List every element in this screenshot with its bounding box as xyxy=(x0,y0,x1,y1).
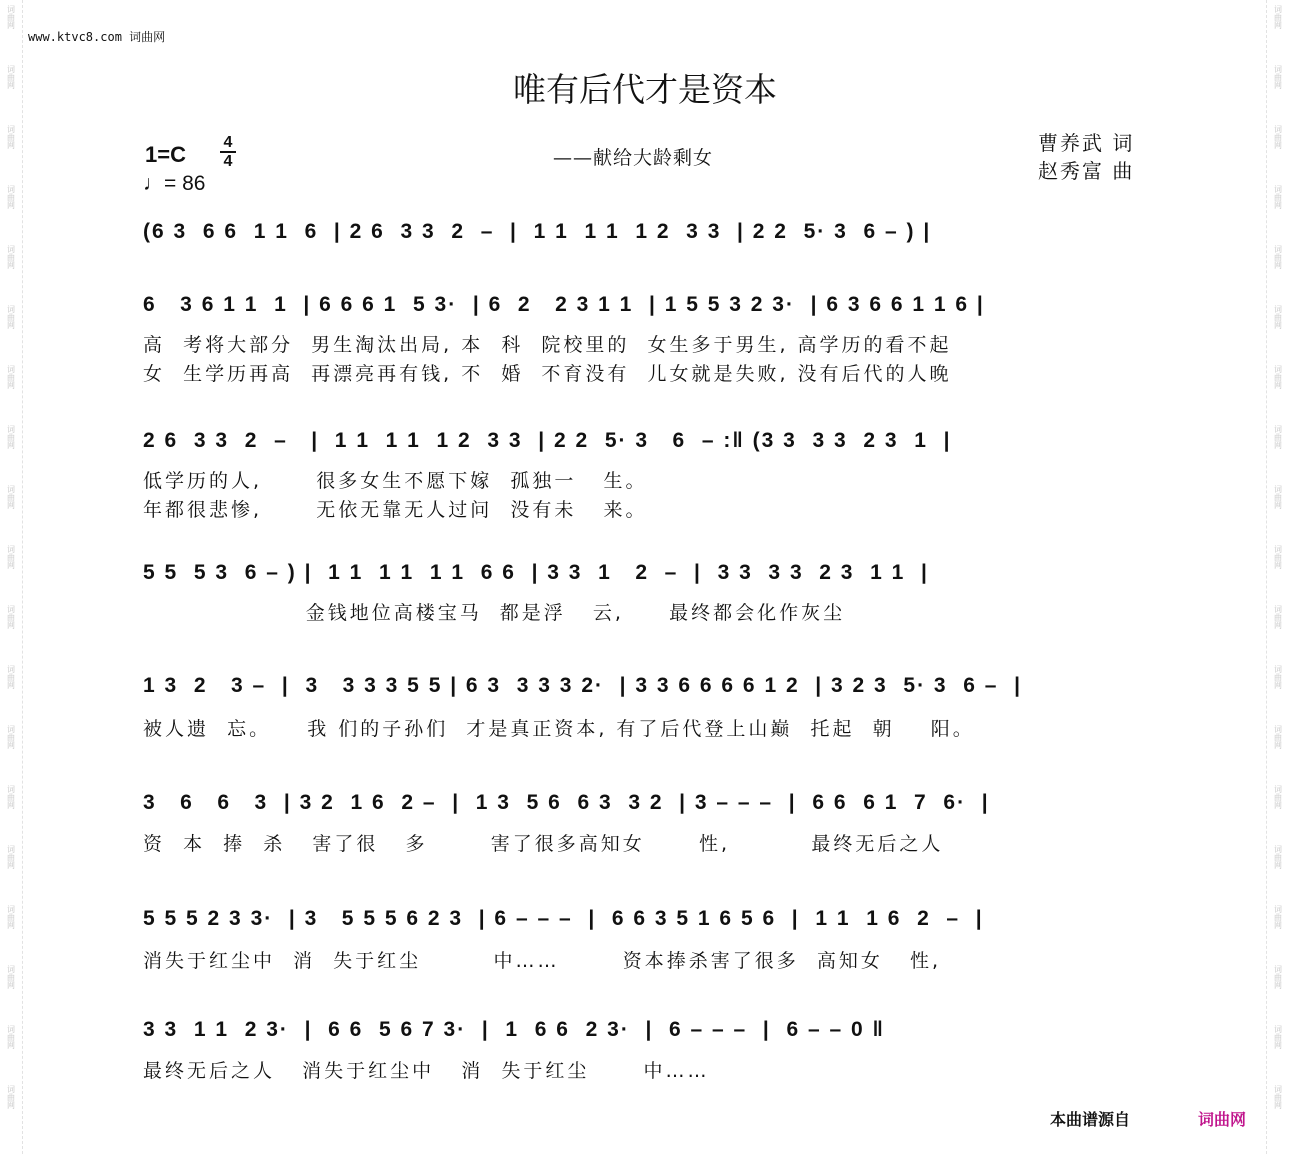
watermark: 词 曲 网 xyxy=(1274,1025,1282,1050)
notation-row-5: 1 3 2 3 – | 3 3 3 3 5 5 | 6 3 3 3 3 2· | 3 3 6 6 6 6 1 2 | 3 2 3 5· 3 6 – | xyxy=(143,674,1022,697)
watermark: 词 曲 网 xyxy=(7,425,15,450)
watermark: 词 曲 网 xyxy=(1274,845,1282,870)
watermark: 词 曲 网 xyxy=(7,965,15,990)
left-margin-strip xyxy=(0,0,23,1154)
watermark: 词 曲 网 xyxy=(7,605,15,630)
notation-row-3: 2 6 3 3 2 – | 1 1 1 1 1 2 3 3 | 2 2 5· 3 6 – :‖ (3 3 3 3 2 3 1 | xyxy=(143,429,952,452)
time-signature xyxy=(219,134,237,170)
song-title: 唯有后代才是资本 xyxy=(513,70,777,109)
lyric-row-2-verse-1: 高 考将大部分 男生淘汰出局, 本 科 院校里的 女生多于男生, 高学历的看不起 xyxy=(143,334,952,356)
watermark: 词 曲 网 xyxy=(1274,65,1282,90)
watermark: 词 曲 网 xyxy=(7,545,15,570)
watermark: 词 曲 网 xyxy=(1274,965,1282,990)
key-signature: 1=C xyxy=(145,142,186,167)
lyric-row-7: 消失于红尘中 消 失于红尘 中…… 资本捧杀害了很多 高知女 性, xyxy=(143,950,941,972)
watermark: 词 曲 网 xyxy=(7,365,15,390)
watermark: 词 曲 网 xyxy=(1274,1085,1282,1110)
watermark: 词 曲 网 xyxy=(7,1025,15,1050)
song-subtitle: ——献给大龄剩女 xyxy=(553,147,714,169)
watermark: 词 曲 网 xyxy=(1274,125,1282,150)
notation-row-1: (6 3 6 6 1 1 6 | 2 6 3 3 2 – | 1 1 1 1 1 2 3 3 | 2 2 5· 3 6 – ) | xyxy=(143,220,932,243)
watermark: 词 曲 网 xyxy=(7,185,15,210)
source-site-link[interactable]: 词曲网 xyxy=(1198,1110,1247,1129)
watermark: 词 曲 网 xyxy=(1274,5,1282,30)
notation-row-8: 3 3 1 1 2 3· | 6 6 5 6 7 3· | 1 6 6 2 3· | 6 – – – | 6 – – 0 ‖ xyxy=(143,1018,885,1041)
right-margin-strip xyxy=(1266,0,1289,1154)
lyric-row-3-verse-2: 年都很悲惨, 无依无靠无人过问 没有未 来。 xyxy=(143,499,648,521)
watermark: 词 曲 网 xyxy=(1274,365,1282,390)
watermark: 词 曲 网 xyxy=(7,845,15,870)
watermark: 词 曲 网 xyxy=(7,665,15,690)
composer-credit: 赵秀富 曲 xyxy=(1038,159,1135,183)
source-label: 本曲谱源自 xyxy=(1050,1110,1131,1129)
watermark: 词 曲 网 xyxy=(1274,305,1282,330)
lyric-row-2-verse-2: 女 生学历再高 再漂亮再有钱, 不 婚 不育没有 儿女就是失败, 没有后代的人晚 xyxy=(143,363,952,385)
watermark: 词 曲 网 xyxy=(7,305,15,330)
watermark: 词 曲 网 xyxy=(7,905,15,930)
watermark: 词 曲 网 xyxy=(7,1085,15,1110)
watermark: 词 曲 网 xyxy=(1274,905,1282,930)
lyric-row-6: 资 本 捧 杀 害了很 多 害了很多高知女 性, 最终无后之人 xyxy=(143,833,944,855)
notation-row-6: 3 6 6 3 | 3 2 1 6 2 – | 1 3 5 6 6 3 3 2 | 3 – – – | 6 6 6 1 7 6· | xyxy=(143,791,990,814)
watermark: 词 曲 网 xyxy=(7,785,15,810)
tempo-marking: ♩= 86 xyxy=(143,172,206,195)
notation-row-2: 6 3 6 1 1 1 | 6 6 6 1 5 3· | 6 2 2 3 1 1 | 1 5 5 3 2 3· | 6 3 6 6 1 1 6 | xyxy=(143,293,985,316)
watermark: 词 曲 网 xyxy=(1274,425,1282,450)
notation-row-4: 5 5 5 3 6 – ) | 1 1 1 1 1 1 6 6 | 3 3 1 2 – | 3 3 3 3 2 3 1 1 | xyxy=(143,561,929,584)
watermark: 词 曲 网 xyxy=(1274,665,1282,690)
watermark: 词 曲 网 xyxy=(7,725,15,750)
time-signature-bottom: 4 xyxy=(223,153,233,170)
watermark: 词 曲 网 xyxy=(1274,245,1282,270)
lyric-row-8: 最终无后之人 消失于红尘中 消 失于红尘 中…… xyxy=(143,1060,710,1082)
watermark: 词 曲 网 xyxy=(7,125,15,150)
time-signature-top: 4 xyxy=(223,134,233,151)
watermark: 词 曲 网 xyxy=(7,65,15,90)
watermark: 词 曲 网 xyxy=(1274,485,1282,510)
lyric-row-5: 被人遗 忘。 我 们的子孙们 才是真正资本, 有了后代登上山巅 托起 朝 阳。 xyxy=(143,718,975,740)
watermark: 词 曲 网 xyxy=(1274,785,1282,810)
watermark: 词 曲 网 xyxy=(1274,185,1282,210)
notation-row-7: 5 5 5 2 3 3· | 3 5 5 5 6 2 3 | 6 – – – | 6 6 3 5 1 6 5 6 | 1 1 1 6 2 – | xyxy=(143,907,984,930)
site-url[interactable]: www.ktvc8.com 词曲网 xyxy=(28,30,166,44)
watermark: 词 曲 网 xyxy=(1274,545,1282,570)
watermark: 词 曲 网 xyxy=(1274,605,1282,630)
watermark: 词 曲 网 xyxy=(7,245,15,270)
watermark: 词 曲 网 xyxy=(7,5,15,30)
lyric-row-4: 金钱地位高楼宝马 都是浮 云, 最终都会化作灰尘 xyxy=(143,602,846,624)
lyricist-credit: 曹养武 词 xyxy=(1038,131,1135,155)
watermark: 词 曲 网 xyxy=(7,485,15,510)
lyric-row-3-verse-1: 低学历的人, 很多女生不愿下嫁 孤独一 生。 xyxy=(143,470,648,492)
watermark: 词 曲 网 xyxy=(1274,725,1282,750)
